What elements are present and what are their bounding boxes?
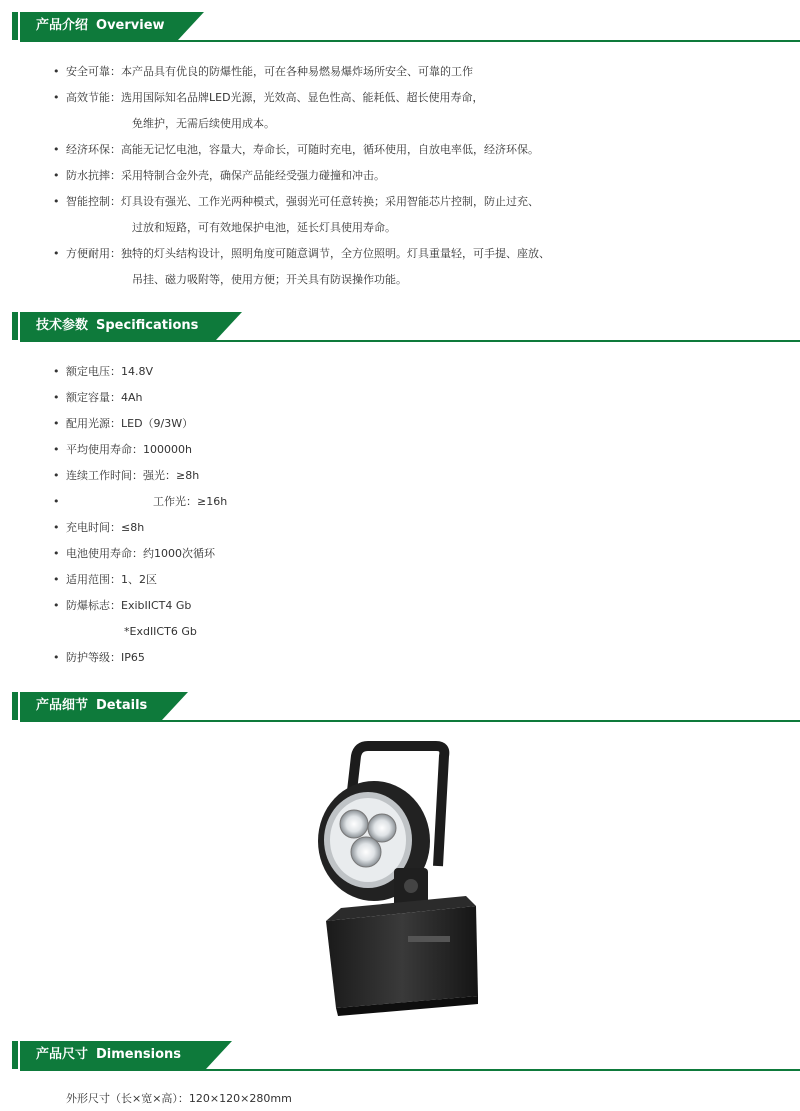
list-item: • 方便耐用：独特的灯头结构设计，照明角度可随意调节，全方位照明。灯具重量轻，可手提、座放、: [0, 241, 800, 267]
header-tab: [20, 692, 162, 720]
list-item: • 防护等级：IP65: [0, 645, 800, 671]
header-title-en: Overview: [96, 18, 165, 33]
header-accent-bar: [12, 692, 18, 720]
header-title-en: Specifications: [96, 318, 199, 333]
list-item: • 高效节能：选用国际知名品牌LED光源，光效高、显色性高、能耗低、超长使用寿命，: [0, 85, 800, 111]
header-underline: [20, 720, 800, 722]
list-item: • 适用范围：1、2区: [0, 567, 800, 593]
section-header-specifications: [0, 312, 800, 346]
header-accent-bar: [12, 1041, 18, 1069]
list-item: • 智能控制：灯具设有强光、工作光两种模式，强弱光可任意转换；采用智能芯片控制，防止过充、: [0, 189, 800, 215]
specifications-list: [0, 359, 800, 671]
list-item-continuation: 免维护，无需后续使用成本。: [132, 117, 275, 130]
header-title-cn: 产品介绍: [36, 18, 89, 33]
list-item: • 经济环保：高能无记忆电池，容量大，寿命长，可随时充电，循环使用，自放电率低，经济环保。: [0, 137, 800, 163]
section-header-details: [0, 692, 800, 726]
list-item: • 连续工作时间：强光：≥8h: [0, 463, 800, 489]
section-header-overview: [0, 12, 800, 46]
header-accent-bar: [12, 12, 18, 40]
header-title-cn: 产品尺寸: [36, 1047, 89, 1062]
list-item: • 电池使用寿命：约1000次循环: [0, 541, 800, 567]
section-header-dimensions: [0, 1041, 800, 1075]
header-title-cn: 技术参数: [36, 318, 89, 333]
list-item: • 平均使用寿命：100000h: [0, 437, 800, 463]
list-item: • 充电时间：≤8h: [0, 515, 800, 541]
list-item: • 工作光：≥16h: [0, 489, 800, 515]
list-item: • 额定容量：4Ah: [0, 385, 800, 411]
list-item-continuation: 过放和短路，可有效地保护电池，延长灯具使用寿命。: [132, 221, 396, 234]
list-item-continuation: 吊挂、磁力吸附等，使用方便；开关具有防误操作功能。: [132, 273, 407, 286]
list-item: • 防水抗摔：采用特制合金外壳，确保产品能经受强力碰撞和冲击。: [0, 163, 800, 189]
header-title-en: Dimensions: [96, 1047, 181, 1062]
header-title-cn: 产品细节: [36, 698, 89, 713]
header-title-en: Details: [96, 698, 148, 713]
product-image: [296, 736, 506, 1026]
dimensions-text: 外形尺寸（长×宽×高）：120×120×280mm: [66, 1092, 292, 1105]
list-item: • 防爆标志：ExibIICT4 Gb: [0, 593, 800, 619]
header-tab: [20, 312, 216, 340]
header-accent-bar: [12, 312, 18, 340]
header-underline: [20, 340, 800, 342]
list-item: • 配用光源：LED（9/3W）: [0, 411, 800, 437]
list-item-continuation: *ExdIICT6 Gb: [124, 625, 197, 638]
list-item: • 安全可靠：本产品具有优良的防爆性能，可在各种易燃易爆炸场所安全、可靠的工作: [0, 59, 800, 85]
header-underline: [20, 40, 800, 42]
header-tab: [20, 1041, 206, 1069]
overview-list: [0, 59, 800, 293]
header-tab: [20, 12, 178, 40]
header-underline: [20, 1069, 800, 1071]
list-item: • 额定电压：14.8V: [0, 359, 800, 385]
